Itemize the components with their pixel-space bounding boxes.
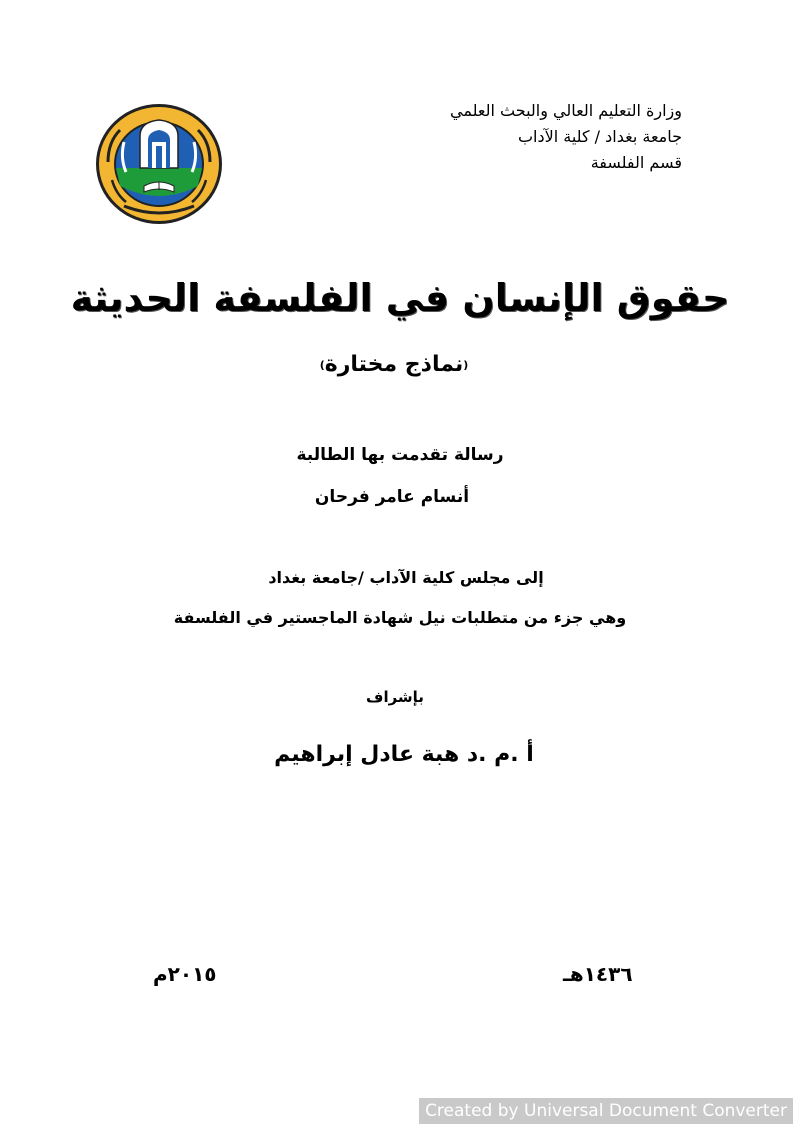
degree-requirement-line: وهي جزء من متطلبات نيل شهادة الماجستير في الفلسفة [173,608,627,627]
subtitle-text: نماذج مختارة [324,352,464,377]
university-college-line: جامعة بغداد / كلية الآداب [517,127,682,146]
thesis-subtitle [0,352,794,377]
ministry-line: وزارة التعليم العالي والبحث العلمي [450,101,682,120]
university-seal-logo [94,102,224,226]
department-line: قسم الفلسفة [590,153,682,172]
submission-intro: رسالة تقدمت بها الطالبة [296,445,504,465]
converter-watermark: Created by Universal Document Converter [419,1098,793,1124]
student-name: أنسام عامر فرحان [314,487,470,507]
thesis-title: حقوق الإنسان في الفلسفة الحديثة [70,276,730,320]
hijri-date: ١٤٣٦هـ [563,962,633,986]
subtitle-close-paren: ) [319,358,325,372]
gregorian-date: ٢٠١٥م [153,962,217,986]
council-line: إلى مجلس كلية الآداب /جامعة بغداد [268,568,544,587]
supervisor-name: أ .م .د هبة عادل إبراهيم [274,742,534,767]
subtitle-open-paren: ( [463,358,469,372]
institution-header [352,98,682,176]
supervision-label: بإشراف [366,688,424,706]
